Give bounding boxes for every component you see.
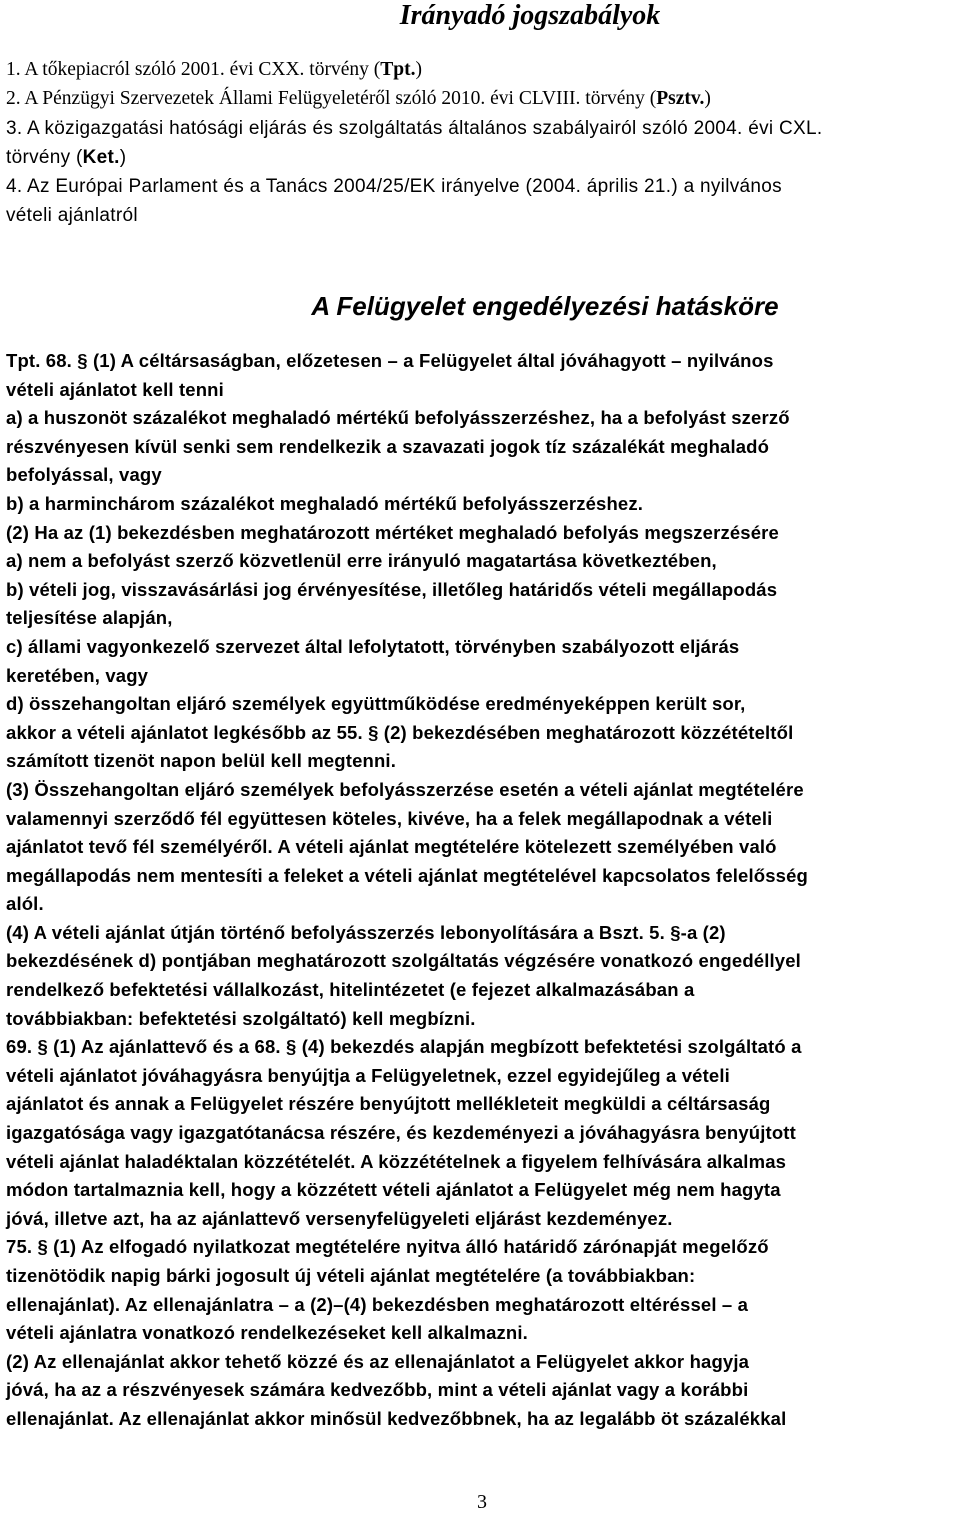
text-line: megállapodás nem mentesíti a feleket a vételi ajánlat megtételével kapcsolatos felelősség	[6, 864, 808, 886]
law-abbreviation: Tpt.	[380, 59, 416, 80]
text-line: tizenötödik napig bárki jogosult új vételi ajánlat megtételére (a továbbiakban:	[6, 1265, 696, 1286]
section-heading: Irányadó jogszabályok	[399, 0, 661, 31]
text-line: 69. § (1) Az ajánlattevő és a 68. § (4) bekezdés alapján megbízott befektetési szolgáltató a	[6, 1036, 802, 1058]
text-line: továbbiakban: befektetési szolgáltató) kell megbízni.	[6, 1007, 476, 1029]
text-line: ellenajánlat). Az ellenajánlatra – a (2)–(4) bekezdésben meghatározott eltéréssel – a	[6, 1293, 749, 1315]
text-line: rendelkező befektetési vállalkozást, hitelintézetet (e fejezet alkalmazásában a	[6, 979, 695, 1001]
text-line: alól.	[6, 893, 44, 915]
text-line: vételi ajánlatot kell tenni	[6, 378, 224, 400]
text-line: teljesítése alapján,	[6, 607, 173, 629]
text-line: keretében, vagy	[6, 664, 149, 686]
subsection-heading: A Felügyelet engedélyezési hatásköre	[311, 291, 779, 321]
text-line: b) a harminchárom százalékot meghaladó mértékű befolyásszerzéshez.	[6, 492, 644, 514]
law-abbreviation: Psztv.	[656, 88, 705, 110]
text-line: vételi ajánlat haladéktalan közzétételét. A közzétételnek a figyelem felhívására alkalmas	[6, 1150, 787, 1172]
law-abbreviation: Ket.	[82, 146, 120, 168]
text-line: Tpt. 68. § (1) A céltársaságban, előzetesen – a Felügyelet által jóváhagyott – nyilvános	[6, 350, 774, 371]
text-line: (4) A vételi ajánlat útján történő befolyásszerzés lebonyolítására a Bszt. 5. §-a (2)	[6, 921, 726, 943]
text-line: bekezdésének d) pontjában meghatározott szolgáltatás végzésére vonatkozó engedéllyel	[6, 950, 801, 972]
text-line: ajánlatot tevő fél személyéről. A vételi ajánlat megtételére kötelezett személyében való	[6, 836, 777, 858]
text-line: ellenajánlat. Az ellenajánlat akkor minősül kedvezőbbnek, ha az legalább öt százalékkal	[6, 1407, 787, 1429]
text-line: b) vételi jog, visszavásárlási jog érvényesítése, illetőleg határidős vételi megállapodás	[6, 578, 778, 600]
body-text	[6, 347, 956, 1434]
text-line: (2) Az ellenajánlat akkor tehető közzé és az ellenajánlatot a Felügyelet akkor hagyja	[6, 1350, 750, 1372]
law-item: 4. Az Európai Parlament és a Tanács 2004/25/EK irányelve (2004. április 21.) a nyilvános	[6, 176, 782, 198]
text-line: ajánlatot és annak a Felügyelet részére benyújtott mellékleteit megküldi a céltársaság	[6, 1093, 771, 1115]
text-line: vételi ajánlatot jóváhagyásra benyújtja a Felügyeletnek, ezzel egyidejűleg a vételi	[6, 1064, 730, 1086]
law-item: 2. A Pénzügyi Szervezetek Állami Felügyeletéről szóló 2010. évi CLVIII. törvény (Psztv.)	[6, 88, 711, 110]
text-line: befolyással, vagy	[6, 464, 162, 486]
law-item: törvény (Ket.)	[6, 146, 127, 168]
text-line: d) összehangoltan eljáró személyek együttműködése eredményeképpen került sor,	[6, 693, 746, 715]
text-line: számított tizenöt napon belül kell megtenni.	[6, 750, 396, 772]
page-number: 3	[477, 1491, 487, 1513]
law-list	[6, 55, 960, 231]
text-line: c) állami vagyonkezelő szervezet által lefolytatott, törvényben szabályozott eljárás	[6, 635, 740, 657]
law-item: 1. A tőkepiacról szóló 2001. évi CXX. törvény (Tpt.)	[6, 59, 422, 80]
text-line: módon tartalmaznia kell, hogy a közzétett vételi ajánlatot a Felügyelet még nem hagyta	[6, 1179, 781, 1201]
text-line: (2) Ha az (1) bekezdésben meghatározott mértéket meghaladó befolyás megszerzésére	[6, 521, 779, 543]
law-item: 3. A közigazgatási hatósági eljárás és szolgáltatás általános szabályairól szóló 2004. évi CXL.	[6, 117, 823, 139]
text-line: 75. § (1) Az elfogadó nyilatkozat megtételére nyitva álló határidő zárónapját megelőző	[6, 1236, 769, 1258]
text-line: igazgatósága vagy igazgatótanácsa részére, és kezdeményezi a jóváhagyásra benyújtott	[6, 1122, 796, 1144]
text-line: jóvá, ha az a részvényesek számára kedvezőbb, mint a vételi ajánlat vagy a korábbi	[6, 1379, 749, 1401]
text-line: részvényesen kívül senki sem rendelkezik a szavazati jogok tíz százalékát meghaladó	[6, 435, 770, 457]
text-line: (3) Összehangoltan eljáró személyek befolyásszerzése esetén a vételi ajánlat megtételére	[6, 778, 804, 800]
text-line: jóvá, illetve azt, ha az ajánlattevő versenyfelügyeleti eljárást kezdeményez.	[6, 1207, 673, 1229]
text-line: akkor a vételi ajánlatot legkésőbb az 55. § (2) bekezdésében meghatározott közzétételtől	[6, 721, 794, 743]
text-line: a) nem a befolyást szerző közvetlenül erre irányuló magatartása következtében,	[6, 550, 717, 572]
text-line: valamennyi szerződő fél együttesen köteles, kivéve, ha a felek megállapodnak a vételi	[6, 807, 773, 829]
law-item: vételi ajánlatról	[6, 205, 138, 227]
text-line: vételi ajánlatra vonatkozó rendelkezéseket kell alkalmazni.	[6, 1322, 528, 1344]
text-line: a) a huszonöt százalékot meghaladó mértékű befolyásszerzéshez, ha a befolyást szerző	[6, 407, 790, 429]
